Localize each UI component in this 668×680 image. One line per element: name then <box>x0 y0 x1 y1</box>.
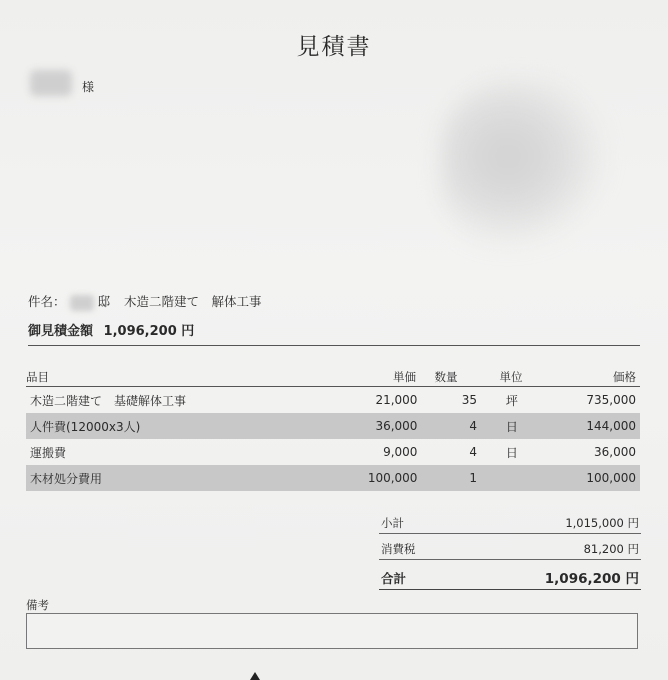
table-row <box>26 387 640 413</box>
subtotal-label: 小計 <box>381 516 404 530</box>
subtotal-value: 1,015,000 円 <box>565 516 639 530</box>
row-unit-price: 9,000 <box>383 445 418 459</box>
table-row <box>26 413 640 439</box>
row-amount: 100,000 <box>586 471 636 485</box>
row-amount: 36,000 <box>594 445 636 459</box>
estimate-total <box>28 320 640 346</box>
header-name: 品目 <box>26 370 49 384</box>
grand-total-row <box>379 560 641 590</box>
row-amount: 735,000 <box>586 393 636 407</box>
header-amount: 価格 <box>613 370 636 384</box>
document-title: 見積書 <box>296 34 372 60</box>
row-quantity: 4 <box>469 419 478 433</box>
redacted-house-name <box>70 295 94 311</box>
row-quantity: 35 <box>461 393 478 407</box>
row-amount: 144,000 <box>586 419 636 433</box>
row-name: 人件費(12000x3人) <box>30 419 141 434</box>
client-honorific: 様 <box>82 80 95 94</box>
table-row <box>26 439 640 465</box>
row-unit-price: 21,000 <box>375 393 418 407</box>
table-row <box>26 465 640 491</box>
row-name: 木造二階建て 基礎解体工事 <box>30 393 187 408</box>
summary-block <box>379 508 641 590</box>
row-quantity: 1 <box>469 471 478 485</box>
grand-total-label: 合計 <box>381 571 407 586</box>
estimate-total-label: 御見積金額 <box>28 324 94 339</box>
tax-value: 81,200 円 <box>583 542 639 556</box>
redacted-client-name <box>30 70 72 96</box>
subject-line <box>28 292 262 311</box>
row-unit-price: 100,000 <box>367 471 418 485</box>
row-quantity: 4 <box>469 445 478 459</box>
tax-label: 消費税 <box>381 542 416 556</box>
row-name: 運搬費 <box>30 445 67 460</box>
items-table <box>26 368 640 491</box>
header-unit: 単位 <box>499 370 523 384</box>
row-unit: 坪 <box>505 393 518 408</box>
estimate-total-amount: 1,096,200 円 <box>103 324 195 339</box>
row-unit-price: 36,000 <box>375 419 418 433</box>
header-unit-price: 単価 <box>393 370 416 384</box>
header-quantity: 数量 <box>434 370 458 384</box>
remarks-label: 備考 <box>26 598 49 612</box>
row-name: 木材処分費用 <box>30 471 103 486</box>
remarks-box <box>26 613 638 649</box>
subject-suffix: 邸 <box>97 294 111 309</box>
grand-total-value: 1,096,200 円 <box>544 571 639 587</box>
items-table-header <box>26 368 640 387</box>
redacted-company-stamp <box>440 80 610 250</box>
row-unit: 日 <box>505 445 518 460</box>
subject-label: 件名： <box>28 294 66 309</box>
tax-row <box>379 534 641 560</box>
cursor-arrow-icon <box>250 672 260 680</box>
subject-text: 木造二階建て 解体工事 <box>124 294 262 309</box>
subtotal-row <box>379 508 641 534</box>
row-unit: 日 <box>505 419 518 434</box>
